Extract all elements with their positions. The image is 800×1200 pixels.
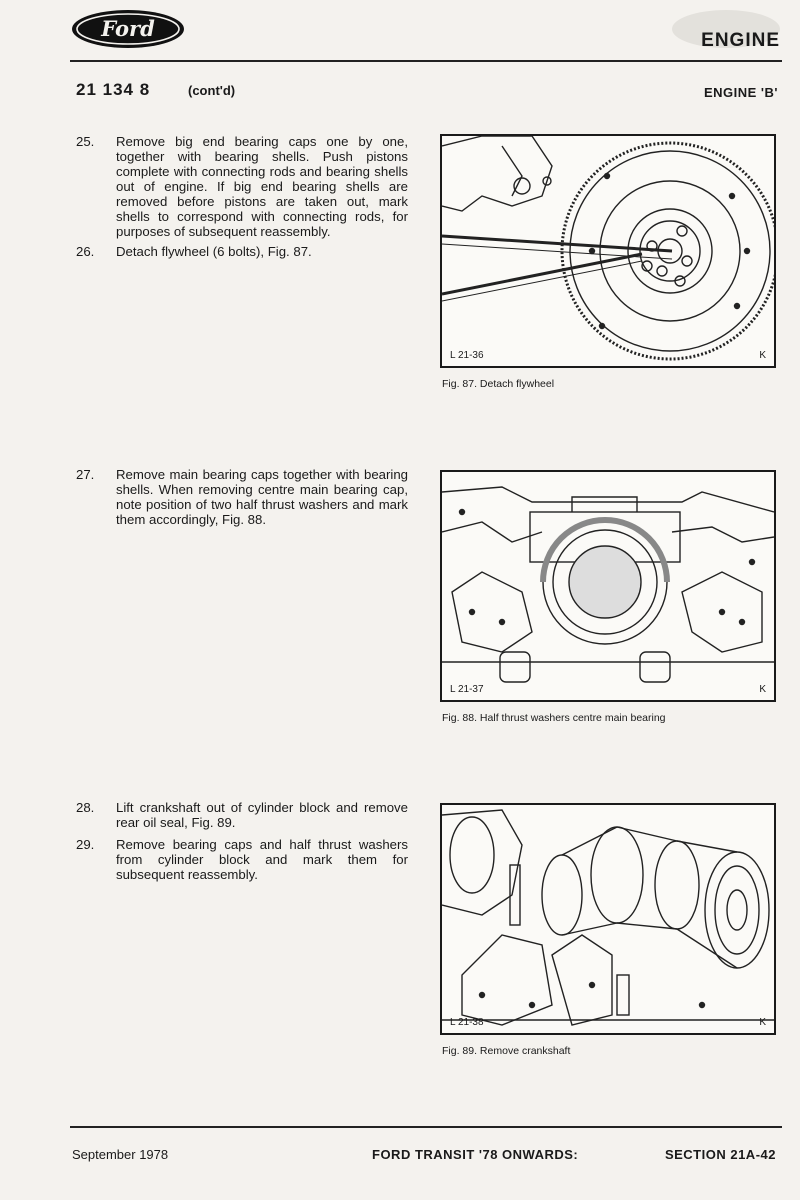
step-number: 28. — [76, 800, 95, 815]
step-text: Remove big end bearing caps one by one, together with bearing shells. Push pistons complete with connecting rods and bearing shells out of engine. If big end bearing shells are removed before pistons are taken out, mark shells to correspond with connecting rods, for purposes of subsequent reassembly. — [116, 134, 408, 239]
publication-title: FORD TRANSIT '78 ONWARDS: — [372, 1147, 579, 1162]
step-26 — [76, 244, 408, 259]
main-bearing-illustration — [442, 472, 774, 700]
step-number: 25. — [76, 134, 95, 149]
step-number: 26. — [76, 244, 95, 259]
section-page-number: SECTION 21A-42 — [664, 1147, 776, 1162]
publication-date: September 1978 — [72, 1147, 169, 1162]
step-text: Remove bearing caps and half thrust washers from cylinder block and mark them for subsequent reassembly. — [116, 837, 408, 882]
section-title: ENGINE — [701, 30, 780, 51]
figure-88-main-bearing — [440, 470, 776, 702]
figure-mark: K — [759, 350, 766, 361]
step-number: 29. — [76, 837, 95, 852]
figure-mark: K — [759, 1017, 766, 1028]
figure-reference: L 21-36 — [450, 350, 484, 361]
step-text: Detach flywheel (6 bolts), Fig. 87. — [116, 244, 312, 259]
subsection-title: ENGINE 'B' — [703, 85, 778, 100]
figure-89-crankshaft — [440, 803, 776, 1035]
step-27 — [76, 467, 408, 527]
figure-reference: L 21-38 — [450, 1017, 484, 1028]
step-28 — [76, 800, 408, 830]
continued-label: (cont'd) — [188, 83, 236, 98]
crankshaft-illustration — [442, 805, 774, 1033]
ford-logo-text: Ford — [101, 16, 155, 41]
figure-87-caption: Fig. 87. Detach flywheel — [442, 378, 555, 390]
figure-mark: K — [759, 684, 766, 695]
figure-88-caption: Fig. 88. Half thrust washers centre main bearing — [442, 712, 666, 724]
figure-reference: L 21-37 — [450, 684, 484, 695]
step-text: Lift crankshaft out of cylinder block and remove rear oil seal, Fig. 89. — [116, 800, 408, 830]
figure-89-caption: Fig. 89. Remove crankshaft — [442, 1045, 571, 1057]
step-29 — [76, 837, 408, 882]
step-25 — [76, 134, 408, 239]
step-number: 27. — [76, 467, 95, 482]
figure-87-flywheel — [440, 134, 776, 368]
ford-logo — [70, 8, 186, 50]
step-text: Remove main bearing caps together with bearing shells. When removing centre main bearing cap, note position of two half thrust washers and mark them accordingly, Fig. 88. — [116, 467, 408, 527]
flywheel-illustration — [442, 136, 774, 366]
footer-divider — [70, 1126, 782, 1128]
operation-number: 21 134 8 — [76, 80, 151, 99]
header-divider — [70, 60, 782, 62]
